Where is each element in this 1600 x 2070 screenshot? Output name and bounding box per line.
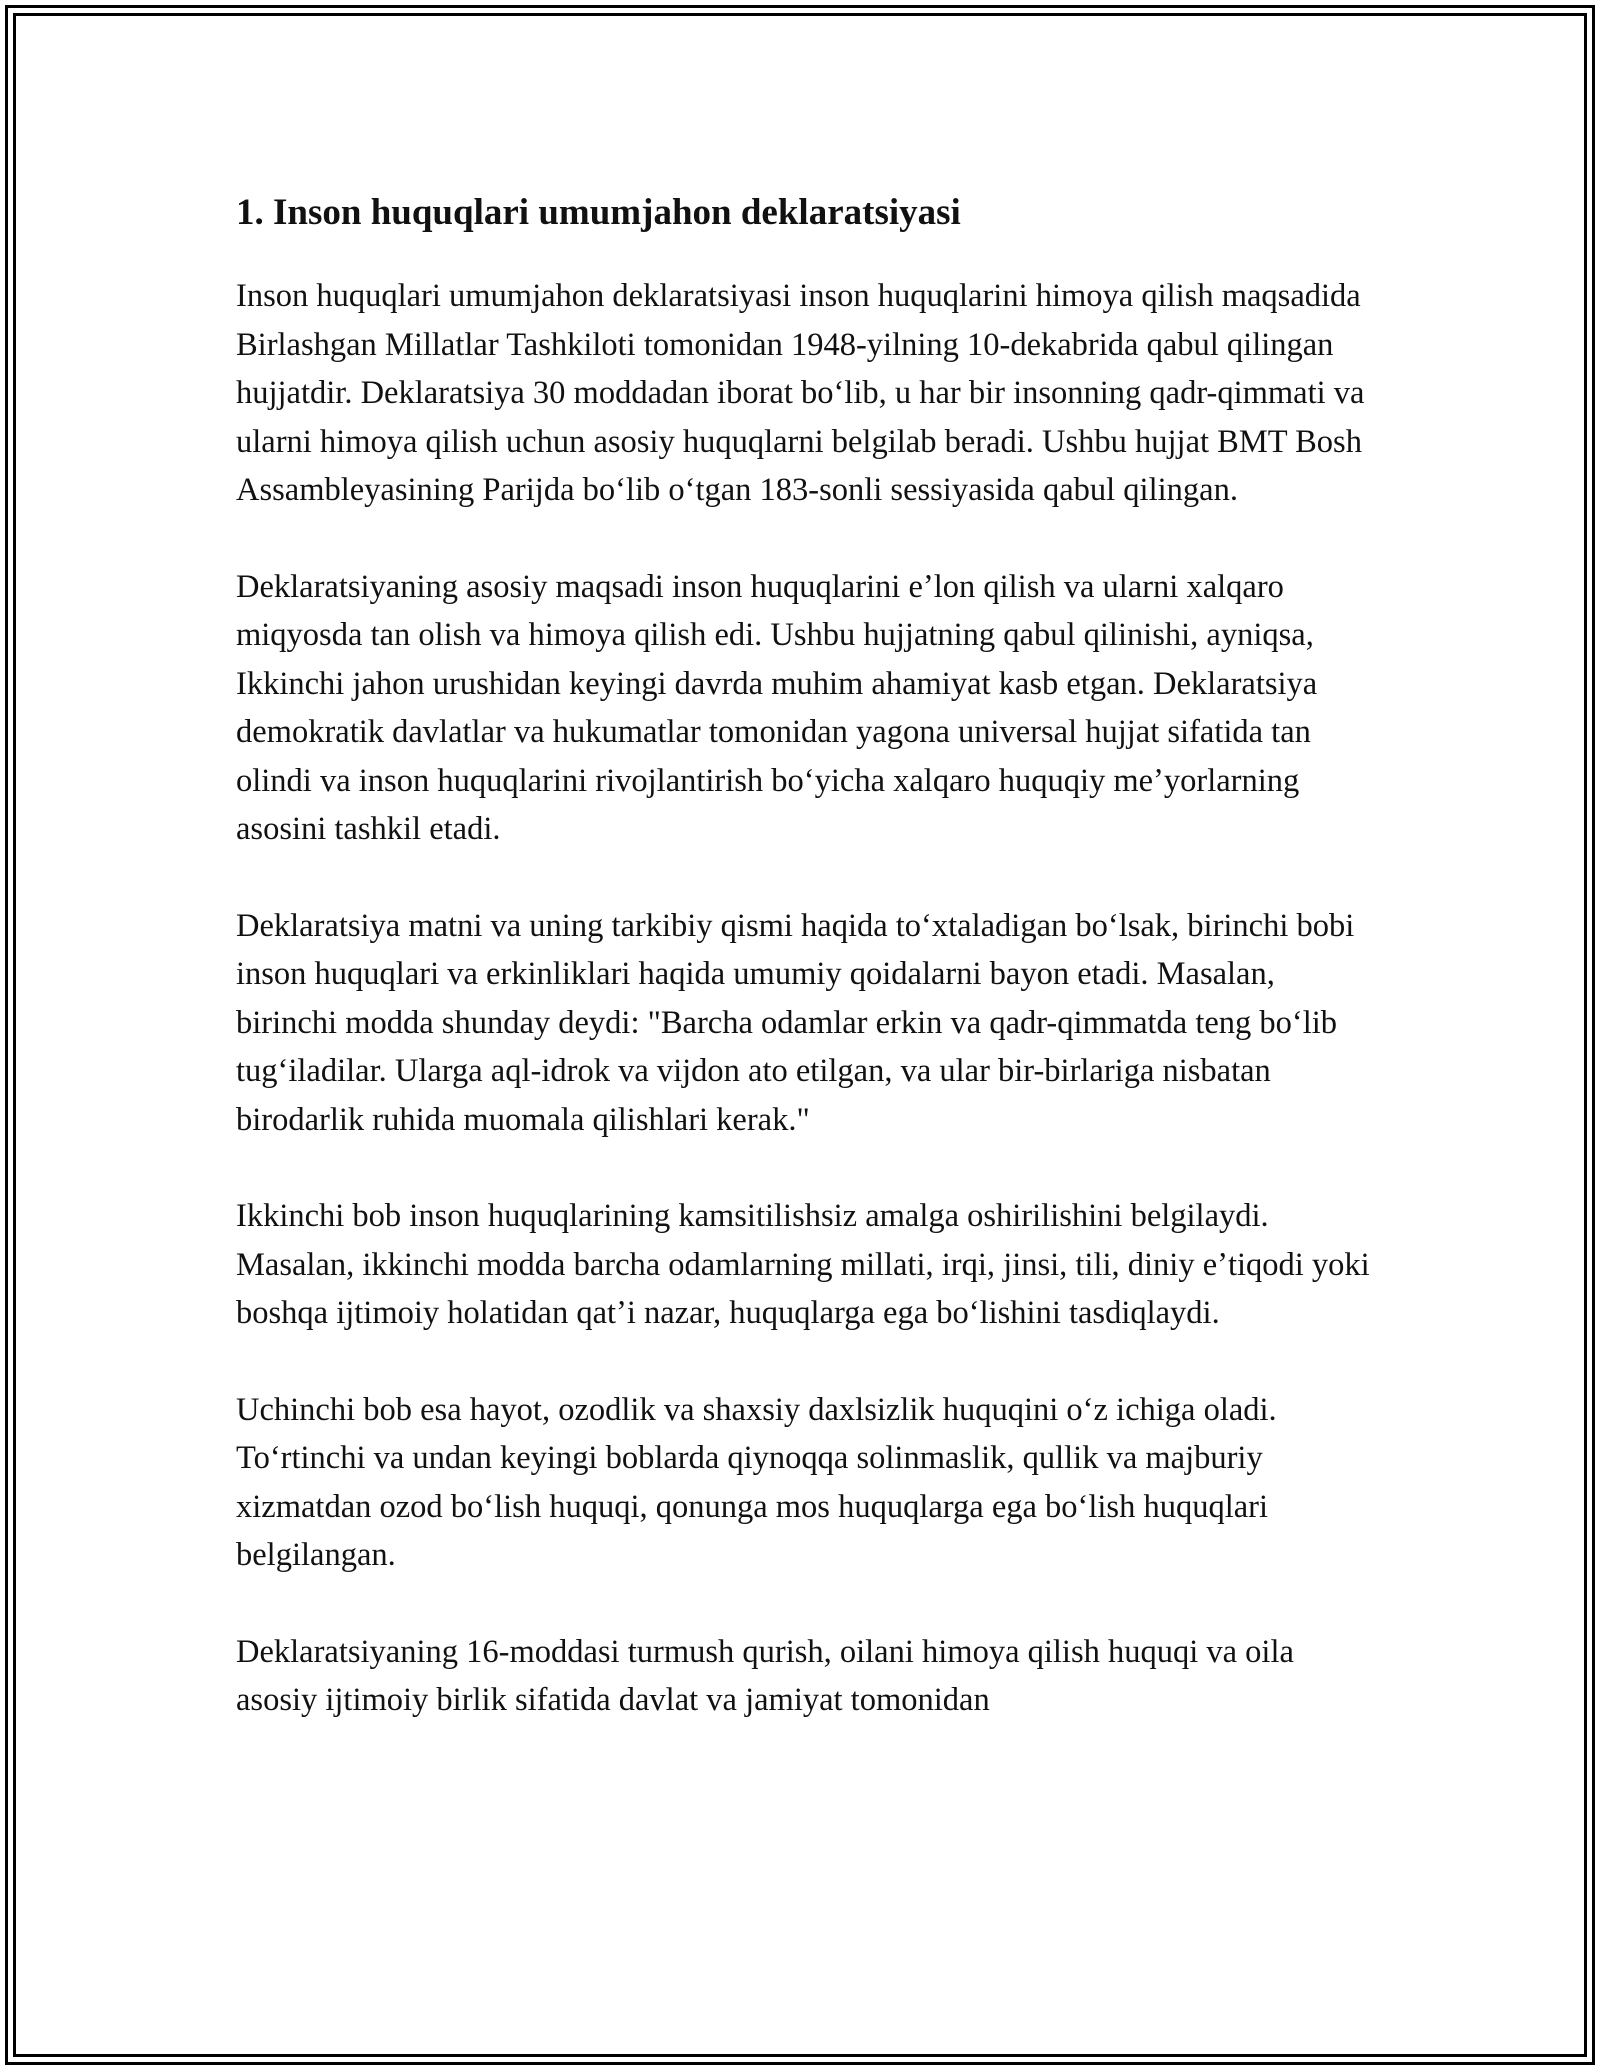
document-body (236, 186, 1376, 1773)
paragraph-purpose: Deklaratsiyaning asosiy maqsadi inson huquqlarini eʼlon qilish va ularni xalqaro miqyosda tan olish va himoya qilish edi. Ushbu hujjatning qabul qilinishi, ayniqsa, Ikkinchi jahon urushidan keyingi davrda muhim ahamiyat kasb etgan. Deklaratsiya demokratik davlatlar va hukumatlar tomonidan yagona universal hujjat sifatida tan olindi va inson huquqlarini rivojlantirish boʻyicha xalqaro huquqiy meʼyorlarning asosini tashkil etadi. (236, 568, 1318, 847)
paragraph-first-chapter: Deklaratsiya matni va uning tarkibiy qismi haqida toʻxtaladigan boʻlsak, birinchi bobi inson huquqlari va erkinliklari haqida umumiy qoidalarni bayon etadi. Masalan, birinchi modda shunday deydi: "Barcha odamlar erkin va qadr-qimmatda teng boʻlib tugʻiladilar. Ularga aql-idrok va vijdon ato etilgan, va ular bir-birlariga nisbatan birodarlik ruhida muomala qilishlari kerak." (236, 907, 1355, 1138)
paragraph-intro: Inson huquqlari umumjahon deklaratsiyasi inson huquqlarini himoya qilish maqsadida Birlashgan Millatlar Tashkiloti tomonidan 1948-yilning 10-dekabrida qabul qilingan hujjatdir. Deklaratsiya 30 moddadan iborat boʻlib, u har bir insonning qadr-qimmati va ularni himoya qilish uchun asosiy huquqlarni belgilab beradi. Ushbu hujjat BMT Bosh Assambleyasining Parijda boʻlib oʻtgan 183-sonli sessiyasida qabul qilingan. (236, 278, 1365, 508)
paragraph-second-chapter: Ikkinchi bob inson huquqlarining kamsitilishsiz amalga oshirilishini belgilaydi. Masalan, ikkinchi modda barcha odamlarning millati, irqi, jinsi, tili, diniy eʼtiqodi yoki boshqa ijtimoiy holatidan qatʼi nazar, huquqlarga ega boʻlishini tasdiqlaydi. (236, 1198, 1370, 1331)
paragraph-third-chapter: Uchinchi bob esa hayot, ozodlik va shaxsiy daxlsizlik huquqini oʻz ichiga oladi. Toʻrtinchi va undan keyingi boblarda qiynoqqa solinmaslik, qullik va majburiy xizmatdan ozod boʻlish huquqi, qonunga mos huquqlarga ega boʻlish huquqlari belgilangan. (236, 1391, 1277, 1573)
paragraph-article-16: Deklaratsiyaning 16-moddasi turmush qurish, oilani himoya qilish huquqi va oila asosiy ijtimoiy birlik sifatida davlat va jamiyat tomonidan (236, 1633, 1294, 1718)
document-heading: 1. Inson huquqlari umumjahon deklaratsiyasi (236, 192, 961, 233)
